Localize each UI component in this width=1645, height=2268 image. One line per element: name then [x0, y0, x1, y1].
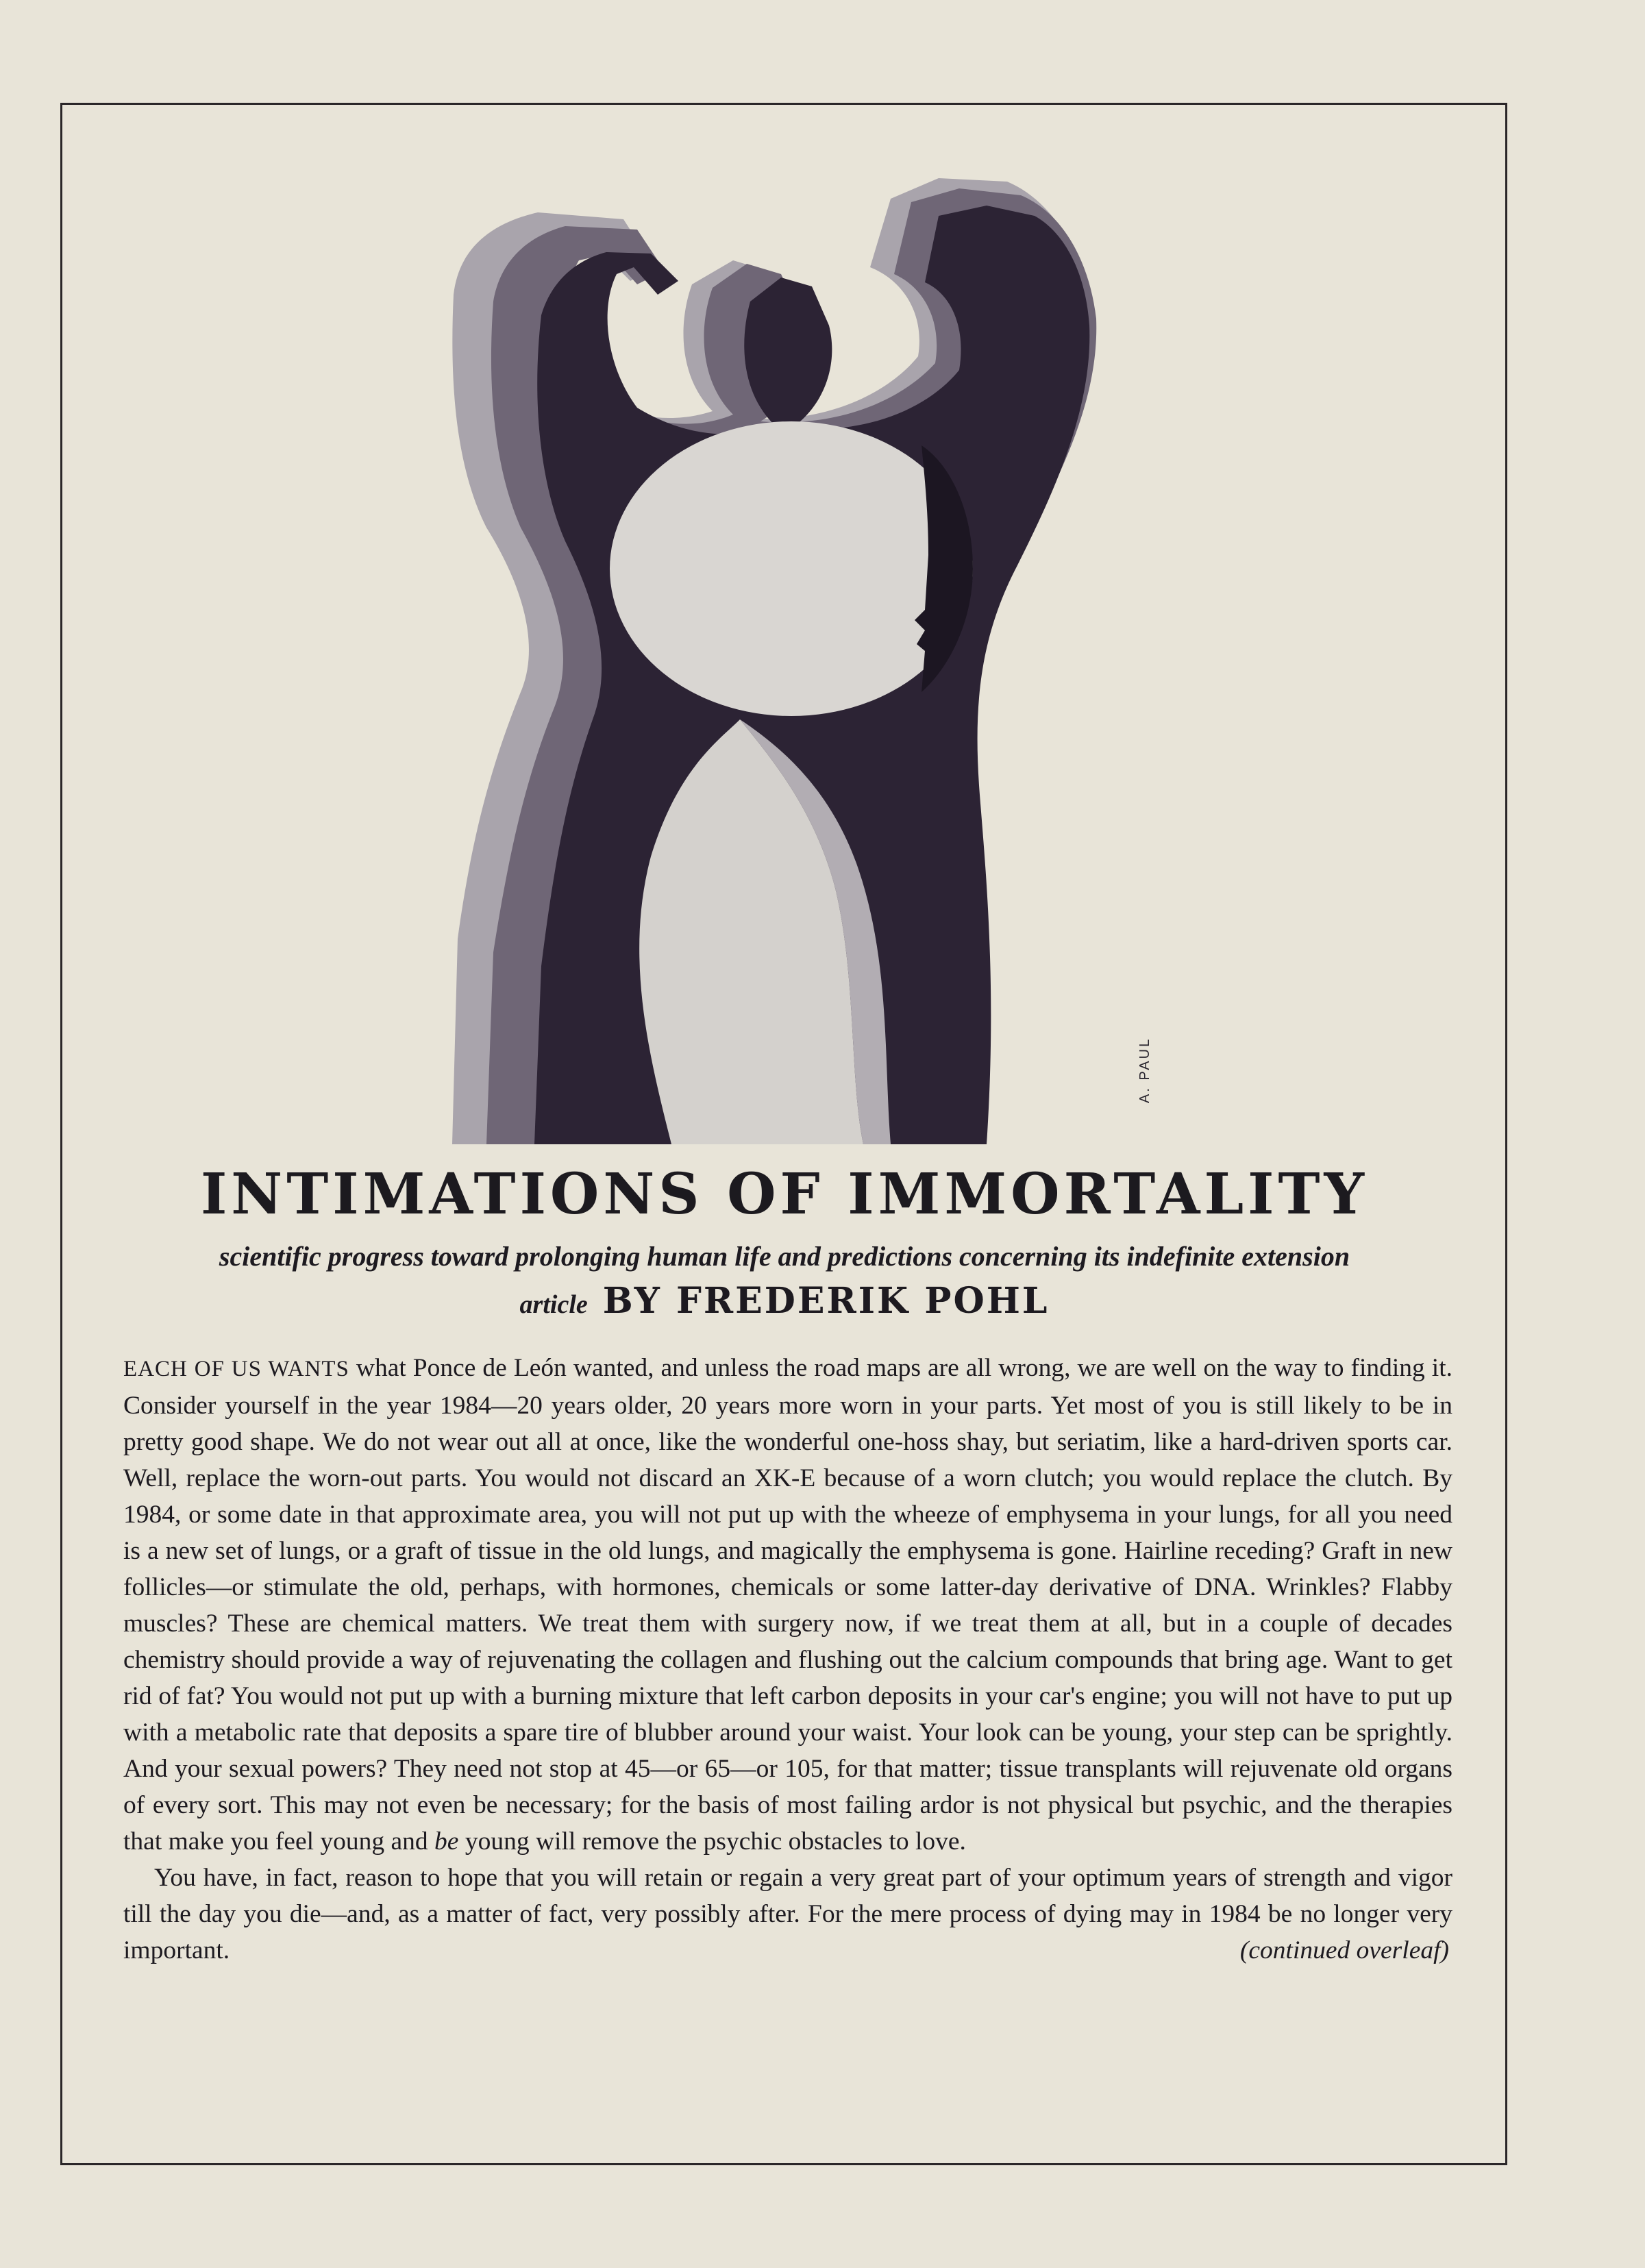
byline-label: article [519, 1290, 588, 1319]
article-subtitle: scientific progress toward prolonging human life and predictions concerning its indefinite extension [219, 1241, 1350, 1272]
abstract-figure-illustration [445, 171, 1185, 1144]
lead-in: EACH OF US WANTS [123, 1357, 349, 1381]
paragraph-2-text: You have, in fact, reason to hope that you will retain or regain a very great part of your optimum years of strength and vigor till the day you die—and, as a matter of fact, very possibly after. For the mere process of dying may in 1984 be no longer very important. [123, 1864, 1452, 1964]
paragraph-1-text-a: what Ponce de León wanted, and unless the road maps are all wrong, we are well on the way to finding it. Consider yourself in the year 1984—20 years older, 20 years more worn in your parts. Yet most of you is still likely to be in pretty good shape. We do not wear out all at once, like the wonderful one-hoss shay, but seriatim, like a hard-driven sports car. Well, replace the worn-out parts. You would not discard an XK-E because of a worn clutch; you would replace the clutch. By 1984, or some date in that approximate area, you will not put up with the wheeze of emphysema in your lungs, for all you need is a new set of lungs, or a graft of tissue in the old lungs, and magically the emphysema is gone. Hairline receding? Graft in new follicles—or stimulate the old, perhaps, with hormones, chemicals or some latter-day derivative of DNA. Wrinkles? Flabby muscles? These are chemical matters. We treat them with surgery now, if we treat them at all, but in a couple of decades chemistry should provide a way of rejuvenating the collagen and flushing out the calcium compounds that bring age. Want to get rid of fat? You would not put up with a burning mixture that left carbon deposits in your car's engine; you will not have to put up with a metabolic rate that deposits a spare tire of blubber around your waist. Your look can be young, your step can be sprightly. And your sexual powers? They need not stop at 45—or 65—or 105, for that matter; tissue transplants will rejuvenate old organs of every sort. This may not even be necessary; for the basis of most failing ardor is not physical but psychic, and the therapies that make you feel young and [123, 1354, 1452, 1856]
byline [123, 1280, 1446, 1322]
author-name: BY FREDERIK POHL [602, 1280, 1050, 1322]
paragraph-2 [123, 1860, 1452, 1969]
paragraph-1-text-b: young will remove the psychic obstacles to love. [458, 1827, 966, 1856]
article-title: INTIMATIONS OF IMMORTALITY [200, 1161, 1369, 1227]
paragraph-1 [123, 1350, 1452, 1860]
continued-note: (continued overleaf) [1239, 1936, 1449, 1964]
illustration-credit: A. PAUL [1137, 1037, 1152, 1103]
article-body [123, 1350, 1452, 1969]
paragraph-1-emphasis: be [434, 1827, 459, 1856]
figure-belly-oval [610, 421, 973, 716]
